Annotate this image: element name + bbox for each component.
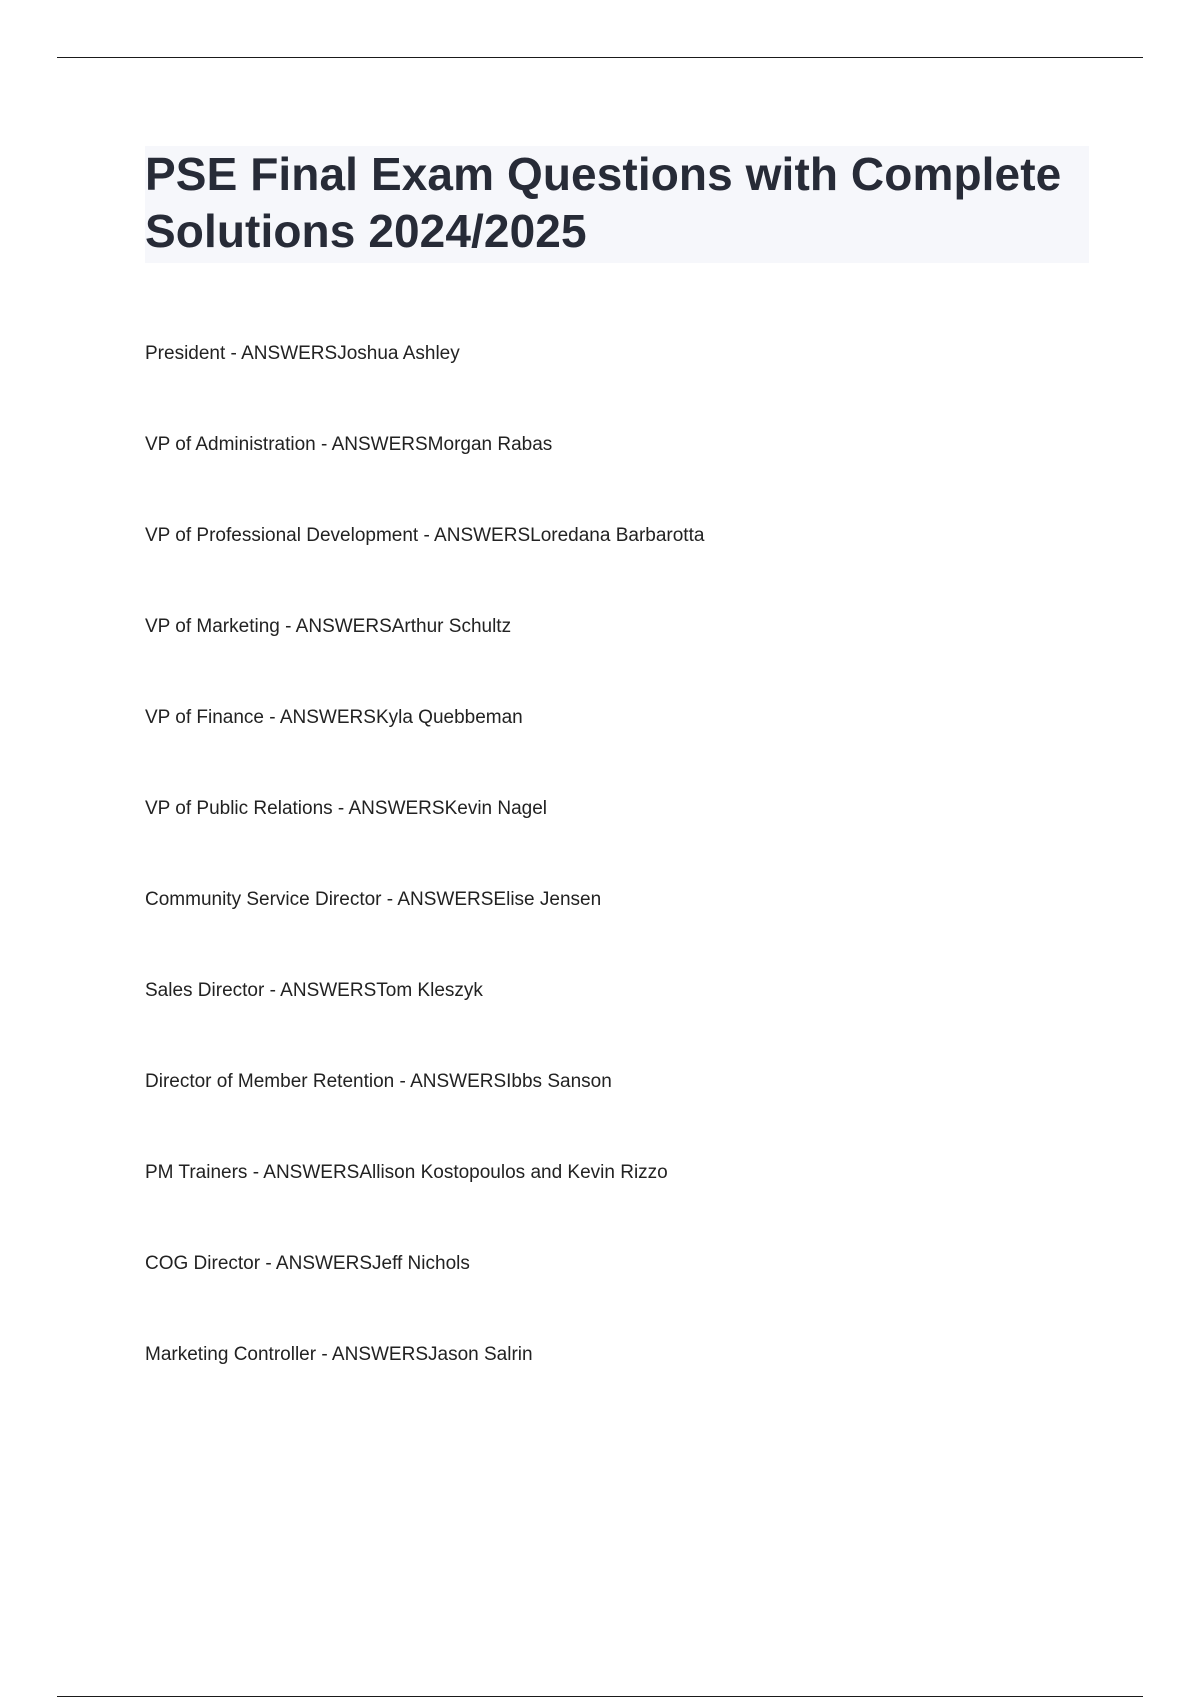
qa-question: Director of Member Retention (145, 1071, 395, 1092)
document-page (145, 146, 1089, 1365)
qa-answer-marker: ANSWERS (263, 1162, 360, 1183)
qa-item (145, 1161, 1089, 1252)
qa-item (145, 797, 1089, 888)
qa-separator: - (260, 1253, 276, 1274)
qa-item (145, 1070, 1089, 1161)
qa-list (145, 342, 1089, 1434)
qa-question: Community Service Director (145, 889, 382, 910)
qa-question: VP of Administration (145, 434, 316, 455)
qa-answer-marker: ANSWERS (295, 616, 392, 637)
qa-question: VP of Marketing (145, 616, 280, 637)
qa-answer: Tom Kleszyk (376, 980, 483, 1001)
qa-answer: Jason Salrin (428, 1344, 533, 1365)
qa-separator: - (225, 343, 242, 364)
qa-question: VP of Finance (145, 707, 265, 728)
qa-question: VP of Professional Development (145, 525, 419, 546)
qa-answer-marker: ANSWERS (241, 343, 338, 364)
qa-separator: - (247, 1162, 264, 1183)
qa-answer-marker: ANSWERS (279, 707, 376, 728)
qa-item (145, 1343, 1089, 1434)
qa-answer: Jeff Nichols (372, 1253, 470, 1274)
qa-answer-marker: ANSWERS (410, 1071, 507, 1092)
qa-item (145, 433, 1089, 524)
qa-item (145, 615, 1089, 706)
qa-separator: - (264, 707, 280, 728)
qa-item (145, 888, 1089, 979)
qa-answer: Ibbs Sanson (506, 1071, 612, 1092)
qa-answer: Joshua Ashley (337, 343, 460, 364)
qa-answer-marker: ANSWERS (348, 798, 445, 819)
qa-separator: - (394, 1071, 411, 1092)
qa-answer: Arthur Schultz (391, 616, 512, 637)
qa-separator: - (332, 798, 349, 819)
qa-separator: - (316, 1344, 332, 1365)
qa-item (145, 524, 1089, 615)
qa-separator: - (279, 616, 296, 637)
qa-question: PM Trainers (145, 1162, 248, 1183)
qa-answer-marker: ANSWERS (275, 1253, 372, 1274)
qa-answer: Kevin Nagel (444, 798, 548, 819)
qa-question: Marketing Controller (145, 1344, 317, 1365)
qa-answer: Kyla Quebbeman (375, 707, 523, 728)
qa-answer-marker: ANSWERS (331, 434, 428, 455)
qa-answer: Elise Jensen (493, 889, 602, 910)
qa-answer-marker: ANSWERS (331, 1344, 428, 1365)
qa-separator: - (418, 525, 435, 546)
qa-separator: - (315, 434, 332, 455)
qa-separator: - (264, 980, 281, 1001)
bottom-rule (57, 1696, 1143, 1697)
qa-separator: - (381, 889, 398, 910)
qa-question: COG Director (145, 1253, 261, 1274)
qa-answer-marker: ANSWERS (434, 525, 531, 546)
document-title: PSE Final Exam Questions with Complete Solutions 2024/2025 (145, 148, 1062, 257)
qa-answer: Loredana Barbarotta (530, 525, 705, 546)
qa-item (145, 342, 1089, 433)
qa-question: VP of Public Relations (145, 798, 333, 819)
qa-answer-marker: ANSWERS (397, 889, 494, 910)
qa-question: President (145, 343, 226, 364)
title-box (145, 146, 1089, 263)
qa-answer-marker: ANSWERS (280, 980, 377, 1001)
top-rule (57, 57, 1143, 58)
qa-item (145, 706, 1089, 797)
qa-answer: Allison Kostopoulos and Kevin Rizzo (359, 1162, 668, 1183)
qa-item (145, 979, 1089, 1070)
qa-item (145, 1252, 1089, 1343)
qa-question: Sales Director (145, 980, 265, 1001)
qa-answer: Morgan Rabas (427, 434, 553, 455)
